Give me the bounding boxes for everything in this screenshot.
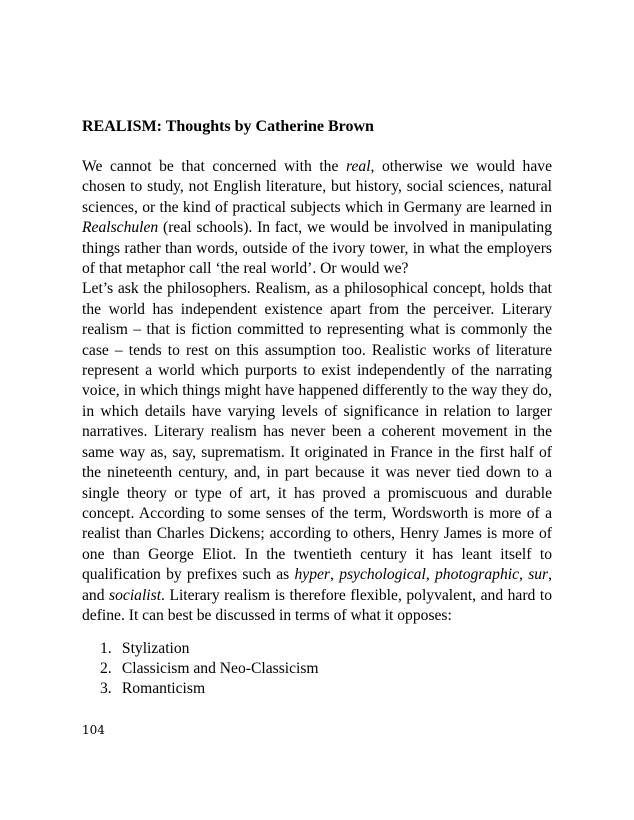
- list-number: 1.: [100, 640, 112, 658]
- page-content: [82, 117, 552, 699]
- list-item: [100, 639, 552, 659]
- emphasis-realschulen: Realschulen: [82, 219, 159, 237]
- text-run: ,: [425, 566, 435, 584]
- list-number: 3.: [100, 680, 112, 698]
- list-number: 2.: [100, 660, 112, 678]
- emphasis-hyper: hyper: [294, 566, 331, 584]
- text-run: Let’s ask the philosophers. Realism, as a philosophical concept, holds that the world has independent existence apart from the perceiver. Literary realism – that is fiction committed to representing what is commonly the case – tends to rest on this assumption too. Realistic works of literature represent a world which purports to exist independently of the narrating voice, in which things might have happened differently to the way they do, in which details have varying levels of significance in relation to larger narratives. Literary realism has never been a coherent movement in the same way as, say, suprematism. It originated in France in the first half of the nineteenth century, and, in part because it was never tied down to a single theory or type of art, it has proved a promiscuous and durable concept. According to some senses of the term, Wordsworth is more of a realist than Charles Dickens; according to others, Henry James is more of one than George Eliot. In the twentieth century it has leant itself to qualification by prefixes such as: [82, 280, 552, 584]
- paragraph-intro: [82, 157, 552, 279]
- document-title: REALISM: Thoughts by Catherine Brown: [82, 118, 374, 135]
- text-run: ,: [330, 566, 340, 584]
- text-run: . Literary realism is therefore flexible, polyvalent, and hard to define. It can best be discussed in terms of what it opposes:: [82, 586, 552, 624]
- text-run: We cannot be that concerned with the: [82, 158, 346, 175]
- list-item: [100, 659, 552, 679]
- opposes-list: [82, 639, 552, 699]
- text-run: (real schools). In fact, we would be involved in manipulating things rather than words, outside of the ivory tower, in what the employers of that metaphor call ‘the real world’. Or would we?: [82, 219, 552, 278]
- emphasis-socialist: socialist: [109, 586, 162, 604]
- paragraph-philosophers: [82, 279, 552, 626]
- page-number: 104: [82, 723, 105, 737]
- list-text: Romanticism: [121, 680, 206, 698]
- emphasis-sur: sur: [528, 566, 549, 584]
- emphasis-psychological: psychological: [339, 566, 426, 584]
- list-text: Stylization: [121, 640, 190, 658]
- text-run: , and: [82, 566, 553, 604]
- emphasis-photographic: photographic: [434, 566, 520, 584]
- emphasis-real: real: [345, 158, 371, 175]
- list-item: [100, 679, 552, 699]
- text-run: ,: [519, 566, 529, 584]
- text-run: , otherwise we would have chosen to study, not English literature, but history, social sciences, natural sciences, or the kind of practical subjects which in Germany are learned in: [82, 158, 552, 216]
- list-text: Classicism and Neo-Classicism: [121, 660, 319, 678]
